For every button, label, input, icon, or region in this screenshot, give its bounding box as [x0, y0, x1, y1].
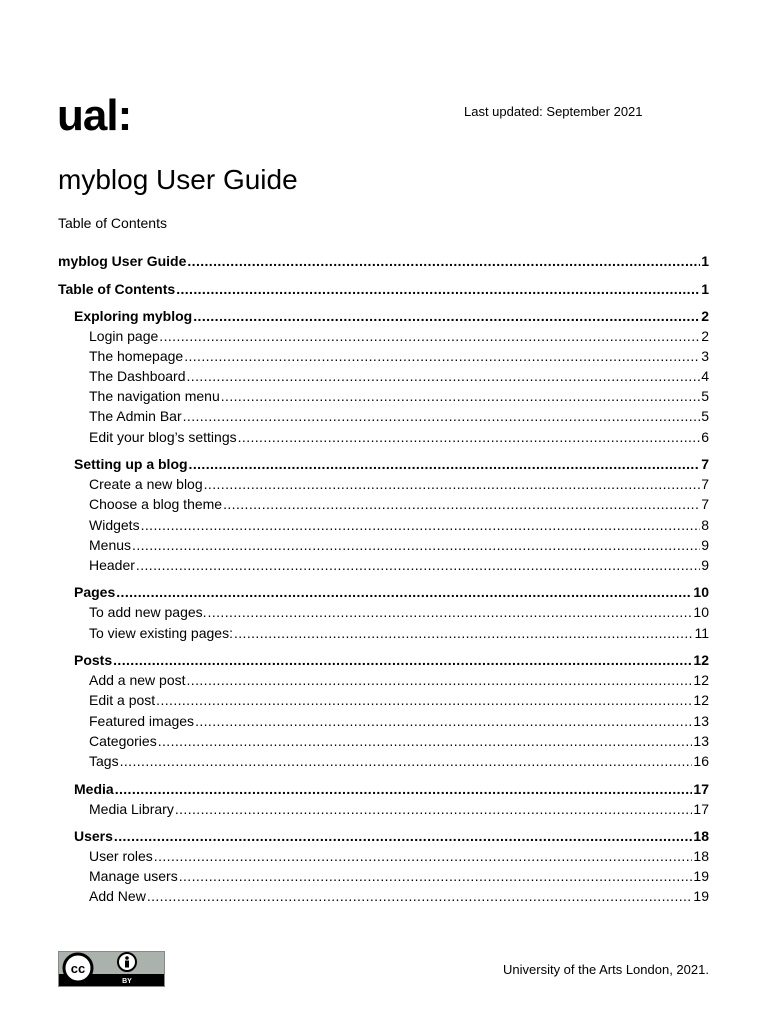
toc-entry-page: 17	[693, 801, 709, 817]
toc-leader-dots	[136, 556, 700, 574]
toc-entry[interactable]	[89, 516, 709, 534]
toc-leader-dots	[156, 691, 692, 709]
toc-entry-label: Featured images	[89, 713, 195, 729]
toc-leader-dots	[234, 624, 693, 642]
toc-entry-page: 19	[693, 888, 709, 904]
toc-entry-label: Pages	[74, 584, 116, 600]
toc-leader-dots	[114, 827, 693, 845]
toc-entry-label: Manage users	[89, 868, 178, 884]
toc-leader-dots	[221, 387, 700, 405]
license-by-label: BY	[122, 978, 132, 985]
toc-entry[interactable]	[89, 671, 709, 689]
toc-entry-label: User roles	[89, 848, 153, 864]
toc-leader-dots	[159, 327, 700, 345]
toc-entry-page: 13	[693, 733, 709, 749]
toc-entry-page: 7	[701, 456, 709, 472]
toc-leader-dots	[115, 780, 693, 798]
toc-entry-page: 16	[693, 753, 709, 769]
toc-entry[interactable]	[89, 407, 709, 425]
toc-entry[interactable]	[89, 495, 709, 513]
toc-entry-label: Posts	[74, 652, 113, 668]
toc-entry-label: Table of Contents	[58, 281, 176, 297]
toc-leader-dots	[187, 671, 693, 689]
toc-leader-dots	[187, 252, 700, 270]
toc-entry-page: 9	[701, 557, 709, 573]
toc-entry-page: 1	[701, 253, 709, 269]
toc-entry-page: 11	[694, 625, 709, 641]
toc-entry-page: 5	[701, 388, 709, 404]
toc-entry-page: 12	[693, 652, 709, 668]
toc-entry-label: The navigation menu	[89, 388, 220, 404]
toc-entry-label: To add new pages.	[89, 604, 207, 620]
toc-entry-label: Add New	[89, 888, 146, 904]
toc-entry[interactable]	[89, 800, 709, 818]
toc-entry-label: The Dashboard	[89, 368, 186, 384]
toc-entry[interactable]	[89, 347, 709, 365]
toc-leader-dots	[208, 603, 693, 621]
toc-entry[interactable]	[89, 387, 709, 405]
toc-leader-dots	[204, 475, 701, 493]
last-updated: Last updated: September 2021	[464, 104, 643, 119]
toc-leader-dots	[141, 516, 701, 534]
toc-entry-page: 17	[693, 781, 709, 797]
toc-entry[interactable]	[74, 827, 709, 845]
toc-entry-page: 10	[693, 604, 709, 620]
toc-entry-label: Users	[74, 828, 113, 844]
toc-entry[interactable]	[89, 536, 709, 554]
toc-entry-page: 2	[701, 328, 709, 344]
toc-entry-label: The homepage	[89, 348, 184, 364]
copyright-text: University of the Arts London, 2021.	[503, 962, 709, 977]
toc-entry-page: 18	[693, 828, 709, 844]
svg-text:cc: cc	[70, 961, 86, 976]
toc-entry[interactable]	[58, 280, 709, 298]
toc-entry-label: Widgets	[89, 517, 140, 533]
toc-leader-dots	[189, 455, 701, 473]
toc-leader-dots	[179, 867, 693, 885]
toc-leader-dots	[132, 536, 700, 554]
toc-entry[interactable]	[89, 752, 709, 770]
toc-entry-label: Choose a blog theme	[89, 496, 223, 512]
toc-entry-label: To view existing pages:	[89, 625, 233, 641]
toc-leader-dots	[154, 847, 693, 865]
toc-entry[interactable]	[89, 367, 709, 385]
toc-leader-dots	[238, 428, 701, 446]
toc-entry-page: 12	[693, 672, 709, 688]
toc-entry-page: 7	[701, 496, 709, 512]
toc-entry[interactable]	[89, 475, 709, 493]
toc-entry[interactable]	[89, 624, 709, 642]
document-title: myblog User Guide	[58, 164, 298, 195]
ual-logo: ual:	[57, 91, 132, 140]
toc-entry-page: 2	[701, 308, 709, 324]
toc-leader-dots	[184, 347, 700, 365]
toc-leader-dots	[193, 307, 700, 325]
toc-entry[interactable]	[74, 455, 709, 473]
toc-entry-label: Edit your blog’s settings	[89, 429, 237, 445]
toc-entry[interactable]	[89, 712, 709, 730]
toc-entry-page: 5	[701, 408, 709, 424]
toc-leader-dots	[195, 712, 692, 730]
toc-entry-page: 12	[693, 692, 709, 708]
toc-entry[interactable]	[89, 327, 709, 345]
toc-leader-dots	[120, 752, 693, 770]
toc-entry-page: 9	[701, 537, 709, 553]
toc-entry-label: Login page	[89, 328, 159, 344]
cc-by-license-icon	[58, 951, 165, 987]
toc-entry[interactable]	[58, 252, 709, 270]
toc-entry-label: Add a new post	[89, 672, 186, 688]
toc-leader-dots	[175, 800, 693, 818]
toc-entry-label: Media	[74, 781, 114, 797]
toc-entry[interactable]	[74, 307, 709, 325]
toc-entry-page: 8	[701, 517, 709, 533]
toc-entry-page: 6	[701, 429, 709, 445]
toc-entry-label: Tags	[89, 753, 119, 769]
toc-entry-page: 18	[693, 848, 709, 864]
toc-entry-page: 10	[693, 584, 709, 600]
toc-entry-label: Edit a post	[89, 692, 156, 708]
toc-entry[interactable]	[74, 780, 709, 798]
toc-entry-page: 7	[701, 476, 709, 492]
toc-entry-page: 4	[701, 368, 709, 384]
toc-entry-page: 13	[693, 713, 709, 729]
toc-leader-dots	[223, 495, 700, 513]
toc-entry[interactable]	[89, 847, 709, 865]
toc-entry[interactable]	[89, 732, 709, 750]
toc-entry[interactable]	[89, 428, 709, 446]
toc-leader-dots	[187, 367, 701, 385]
toc-entry[interactable]	[89, 887, 709, 905]
toc-entry-label: Exploring myblog	[74, 308, 193, 324]
toc-entry[interactable]	[89, 603, 709, 621]
toc-entry[interactable]	[89, 691, 709, 709]
toc-entry-label: Create a new blog	[89, 476, 203, 492]
toc-leader-dots	[176, 280, 700, 298]
toc-entry-label: myblog User Guide	[58, 253, 187, 269]
toc-entry-label: Header	[89, 557, 135, 573]
toc-entry-page: 3	[701, 348, 709, 364]
toc-entry[interactable]	[89, 867, 709, 885]
toc-entry[interactable]	[74, 583, 709, 601]
toc-entry[interactable]	[89, 556, 709, 574]
toc-leader-dots	[113, 651, 692, 669]
toc-heading: Table of Contents	[58, 215, 167, 231]
toc-entry[interactable]	[74, 651, 709, 669]
toc-entry-label: The Admin Bar	[89, 408, 182, 424]
toc-entry-label: Media Library	[89, 801, 174, 817]
toc-leader-dots	[116, 583, 692, 601]
toc-leader-dots	[183, 407, 701, 425]
toc-leader-dots	[147, 887, 693, 905]
toc-entry-label: Setting up a blog	[74, 456, 188, 472]
toc-entry-label: Menus	[89, 537, 132, 553]
toc-entry-label: Categories	[89, 733, 157, 749]
toc-entry-page: 1	[701, 281, 709, 297]
toc-entry-page: 19	[693, 868, 709, 884]
toc-leader-dots	[158, 732, 693, 750]
